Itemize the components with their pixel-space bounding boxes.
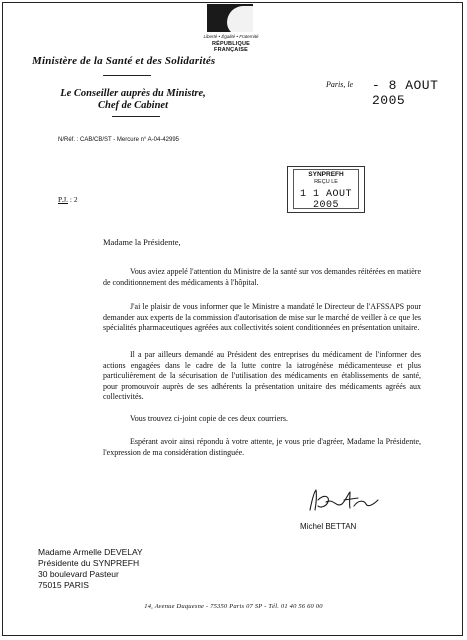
paragraph-text: Vous aviez appelé l'attention du Ministre de la santé sur vos demandes réitérées en matière de conditionnement des médicaments à l'hôpital. (103, 267, 421, 287)
paragraph-text: Il a par ailleurs demandé au Président des entreprises du médicament de l'informer des actions engagées dans le cadre de la lutte contre la iatrogénèse médicamenteuse et plus particulièrement de la sécurisation de l'utilisation des médicaments en établissements de santé, pour promouvoir auprès de ses adhérents la présentation unitaire des médicaments agréés aux collectivités. (103, 350, 421, 401)
paragraph-text: J'ai le plaisir de vous informer que le Ministre a mandaté le Directeur de l'AFSSAPS pour demander aux experts de la commission d'autorisation de mise sur le marché de veiller à ce que les spécialités pharmaceutiques agréées aux collectivités soient conditionnées en présentation unitaire. (103, 302, 421, 332)
recipient-line: Présidente du SYNPREFH (38, 558, 140, 568)
paragraph-3 (103, 350, 421, 403)
salutation: Madame la Présidente, (103, 237, 181, 247)
paragraph-1 (103, 267, 421, 288)
logo-motto: Liberté • Égalité • Fraternité (203, 34, 259, 39)
attachments-count (58, 195, 78, 204)
city-label: Paris, le (326, 80, 354, 89)
letter-date: - 8 AOUT 2005 (372, 78, 439, 108)
signer-name: Michel BETTAN (300, 522, 357, 531)
attachments-label: P.J. (58, 195, 69, 204)
ministry-name: Ministère de la Santé et des Solidarités (32, 55, 216, 67)
stamp-date: 1 1 AOUT 2005 (299, 189, 352, 211)
handwritten-signature (304, 486, 382, 514)
recipient-line: 75015 PARIS (38, 580, 89, 590)
ministry-rule (103, 75, 151, 76)
attachments-value: : 2 (69, 195, 78, 204)
paragraph-2 (103, 302, 421, 334)
sender-title-line2: Chef de Cabinet (98, 100, 168, 111)
marianne-icon (207, 4, 253, 32)
paragraph-text: Espérant avoir ainsi répondu à votre attente, je vous prie d'agréer, Madame la Présidente, l'expression de ma considération distinguée. (103, 437, 421, 457)
republic-logo (195, 4, 267, 54)
recipient-address (38, 547, 143, 591)
stamp-subtitle: REÇU LE (314, 179, 338, 185)
paragraph-text: Vous trouvez ci-joint copie de ces deux courriers. (130, 414, 289, 423)
sender-rule (112, 116, 160, 117)
recipient-line: Madame Armelle DEVELAY (38, 547, 143, 557)
logo-name: RÉPUBLIQUE FRANÇAISE (211, 41, 251, 53)
paragraph-4 (103, 414, 421, 425)
paragraph-5 (103, 437, 421, 458)
sender-title (58, 88, 208, 112)
footer-address: 14, Avenue Duquesne - 75350 Paris 07 SP - Tél. 01 40 56 60 00 (144, 603, 323, 610)
stamp-title: SYNPREFH (308, 171, 344, 178)
sender-title-line1: Le Conseiller auprès du Ministre, (60, 88, 206, 99)
reference-number: N/Réf. : CAB/CB/ST - Mercure n° A-04-42995 (58, 137, 180, 143)
received-stamp (287, 166, 365, 213)
recipient-line: 30 boulevard Pasteur (38, 569, 119, 579)
